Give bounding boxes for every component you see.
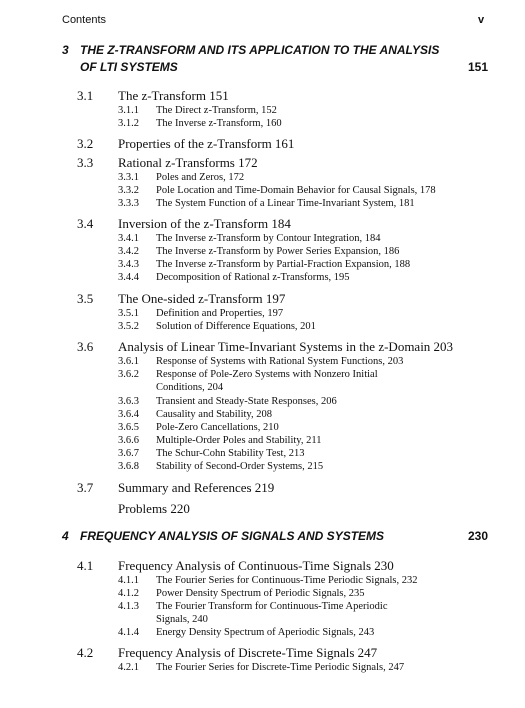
subsection-title: Pole-Zero Cancellations, 210 [156, 422, 279, 433]
subsection-number: 3.6.8 [118, 461, 139, 472]
subsection-number: 4.2.1 [118, 662, 139, 673]
section-number: 3.1 [77, 88, 94, 103]
section-number: 3.2 [77, 136, 94, 151]
section-number: 4.1 [77, 558, 94, 573]
section-title: Frequency Analysis of Continuous-Time Signals 230 [118, 558, 394, 573]
section-title: Summary and References 219 [118, 480, 275, 495]
subsection-title: Multiple-Order Poles and Stability, 211 [156, 435, 322, 446]
subsection-number: 4.1.2 [118, 588, 139, 599]
section-number: 3.7 [77, 480, 94, 495]
subsection-number: 3.4.3 [118, 259, 139, 270]
subsection-title: Energy Density Spectrum of Aperiodic Signals, 243 [156, 627, 375, 638]
subsection-number: 3.4.1 [118, 233, 139, 244]
subsection-title: The Inverse z-Transform, 160 [156, 118, 282, 129]
chapter-page: 151 [468, 60, 489, 74]
section-title: Inversion of the z-Transform 184 [118, 216, 291, 231]
subsection-number: 3.1.2 [118, 118, 139, 129]
subsection-title-continued: Conditions, 204 [156, 382, 224, 393]
subsection-title: The Inverse z-Transform by Contour Integration, 184 [156, 233, 381, 244]
section-title: Rational z-Transforms 172 [118, 155, 258, 170]
subsection-number: 3.4.4 [118, 272, 139, 283]
subsection-number: 3.6.1 [118, 356, 139, 367]
subsection-title: The Fourier Series for Continuous-Time Periodic Signals, 232 [156, 575, 418, 586]
subsection-title: The Fourier Series for Discrete-Time Periodic Signals, 247 [156, 662, 405, 673]
running-header: Contents [62, 14, 107, 26]
section-title: Analysis of Linear Time-Invariant Systems in the z-Domain 203 [118, 339, 454, 354]
subsection-title: The Direct z-Transform, 152 [156, 105, 277, 116]
subsection-title: Causality and Stability, 208 [156, 409, 272, 420]
chapter-title-line-1: THE Z-TRANSFORM AND ITS APPLICATION TO THE ANALYSIS [80, 43, 440, 57]
subsection-title: Response of Systems with Rational System Functions, 203 [156, 356, 404, 367]
subsection-number: 4.1.3 [118, 601, 139, 612]
subsection-number: 3.6.5 [118, 422, 139, 433]
chapter-page: 230 [468, 529, 489, 543]
chapter-title-line-2: OF LTI SYSTEMS [80, 60, 178, 74]
section-title: The One-sided z-Transform 197 [118, 291, 286, 306]
subsection-number: 3.1.1 [118, 105, 139, 116]
subsection-title: The Fourier Transform for Continuous-Time Aperiodic [156, 601, 388, 612]
section-title: Properties of the z-Transform 161 [118, 136, 295, 151]
subsection-number: 3.6.6 [118, 435, 139, 446]
subsection-number: 3.3.3 [118, 198, 139, 209]
subsection-number: 3.6.3 [118, 396, 139, 407]
section-number: 3.6 [77, 339, 94, 354]
subsection-number: 3.6.7 [118, 448, 139, 459]
chapter-4-heading [0, 528, 525, 545]
chapter-number: 4 [62, 529, 69, 543]
section-title: The z-Transform 151 [118, 88, 229, 103]
subsection-number: 4.1.4 [118, 627, 139, 638]
subsection-number: 3.5.2 [118, 321, 139, 332]
subsection-title: Poles and Zeros, 172 [156, 172, 245, 183]
section-title: Frequency Analysis of Discrete-Time Signals 247 [118, 645, 378, 660]
subsection-number: 3.3.1 [118, 172, 139, 183]
subsection-title: Pole Location and Time-Domain Behavior for Causal Signals, 178 [156, 185, 436, 196]
subsection-title: The System Function of a Linear Time-Invariant System, 181 [156, 198, 415, 209]
chapter-number: 3 [62, 43, 69, 57]
subsection-title: Transient and Steady-State Responses, 206 [156, 396, 337, 407]
section-number: 3.5 [77, 291, 94, 306]
subsection-number: 3.5.1 [118, 308, 139, 319]
chapter-title-line-1: FREQUENCY ANALYSIS OF SIGNALS AND SYSTEMS [80, 529, 385, 543]
subsection-title: Response of Pole-Zero Systems with Nonzero Initial [156, 369, 378, 380]
subsection-title-continued: Signals, 240 [156, 614, 208, 625]
subsection-title: Solution of Difference Equations, 201 [156, 321, 316, 332]
subsection-title: The Inverse z-Transform by Power Series Expansion, 186 [156, 246, 400, 257]
subsection-number: 4.1.1 [118, 575, 139, 586]
subsection-number: 3.6.2 [118, 369, 139, 380]
subsection-title: The Inverse z-Transform by Partial-Fraction Expansion, 188 [156, 259, 411, 270]
subsection-title: Power Density Spectrum of Periodic Signals, 235 [156, 588, 365, 599]
section-number: 4.2 [77, 645, 94, 660]
subsection-title: Definition and Properties, 197 [156, 308, 284, 319]
subsection-title: The Schur-Cohn Stability Test, 213 [156, 448, 305, 459]
problems-title: Problems 220 [118, 501, 190, 516]
subsection-number: 3.4.2 [118, 246, 139, 257]
page-number: v [478, 14, 485, 26]
subsection-number: 3.6.4 [118, 409, 139, 420]
section-number: 3.3 [77, 155, 94, 170]
chapter-3-heading [0, 42, 525, 76]
subsection-number: 3.3.2 [118, 185, 139, 196]
subsection-title: Stability of Second-Order Systems, 215 [156, 461, 324, 472]
section-number: 3.4 [77, 216, 94, 231]
subsection-title: Decomposition of Rational z-Transforms, 195 [156, 272, 350, 283]
